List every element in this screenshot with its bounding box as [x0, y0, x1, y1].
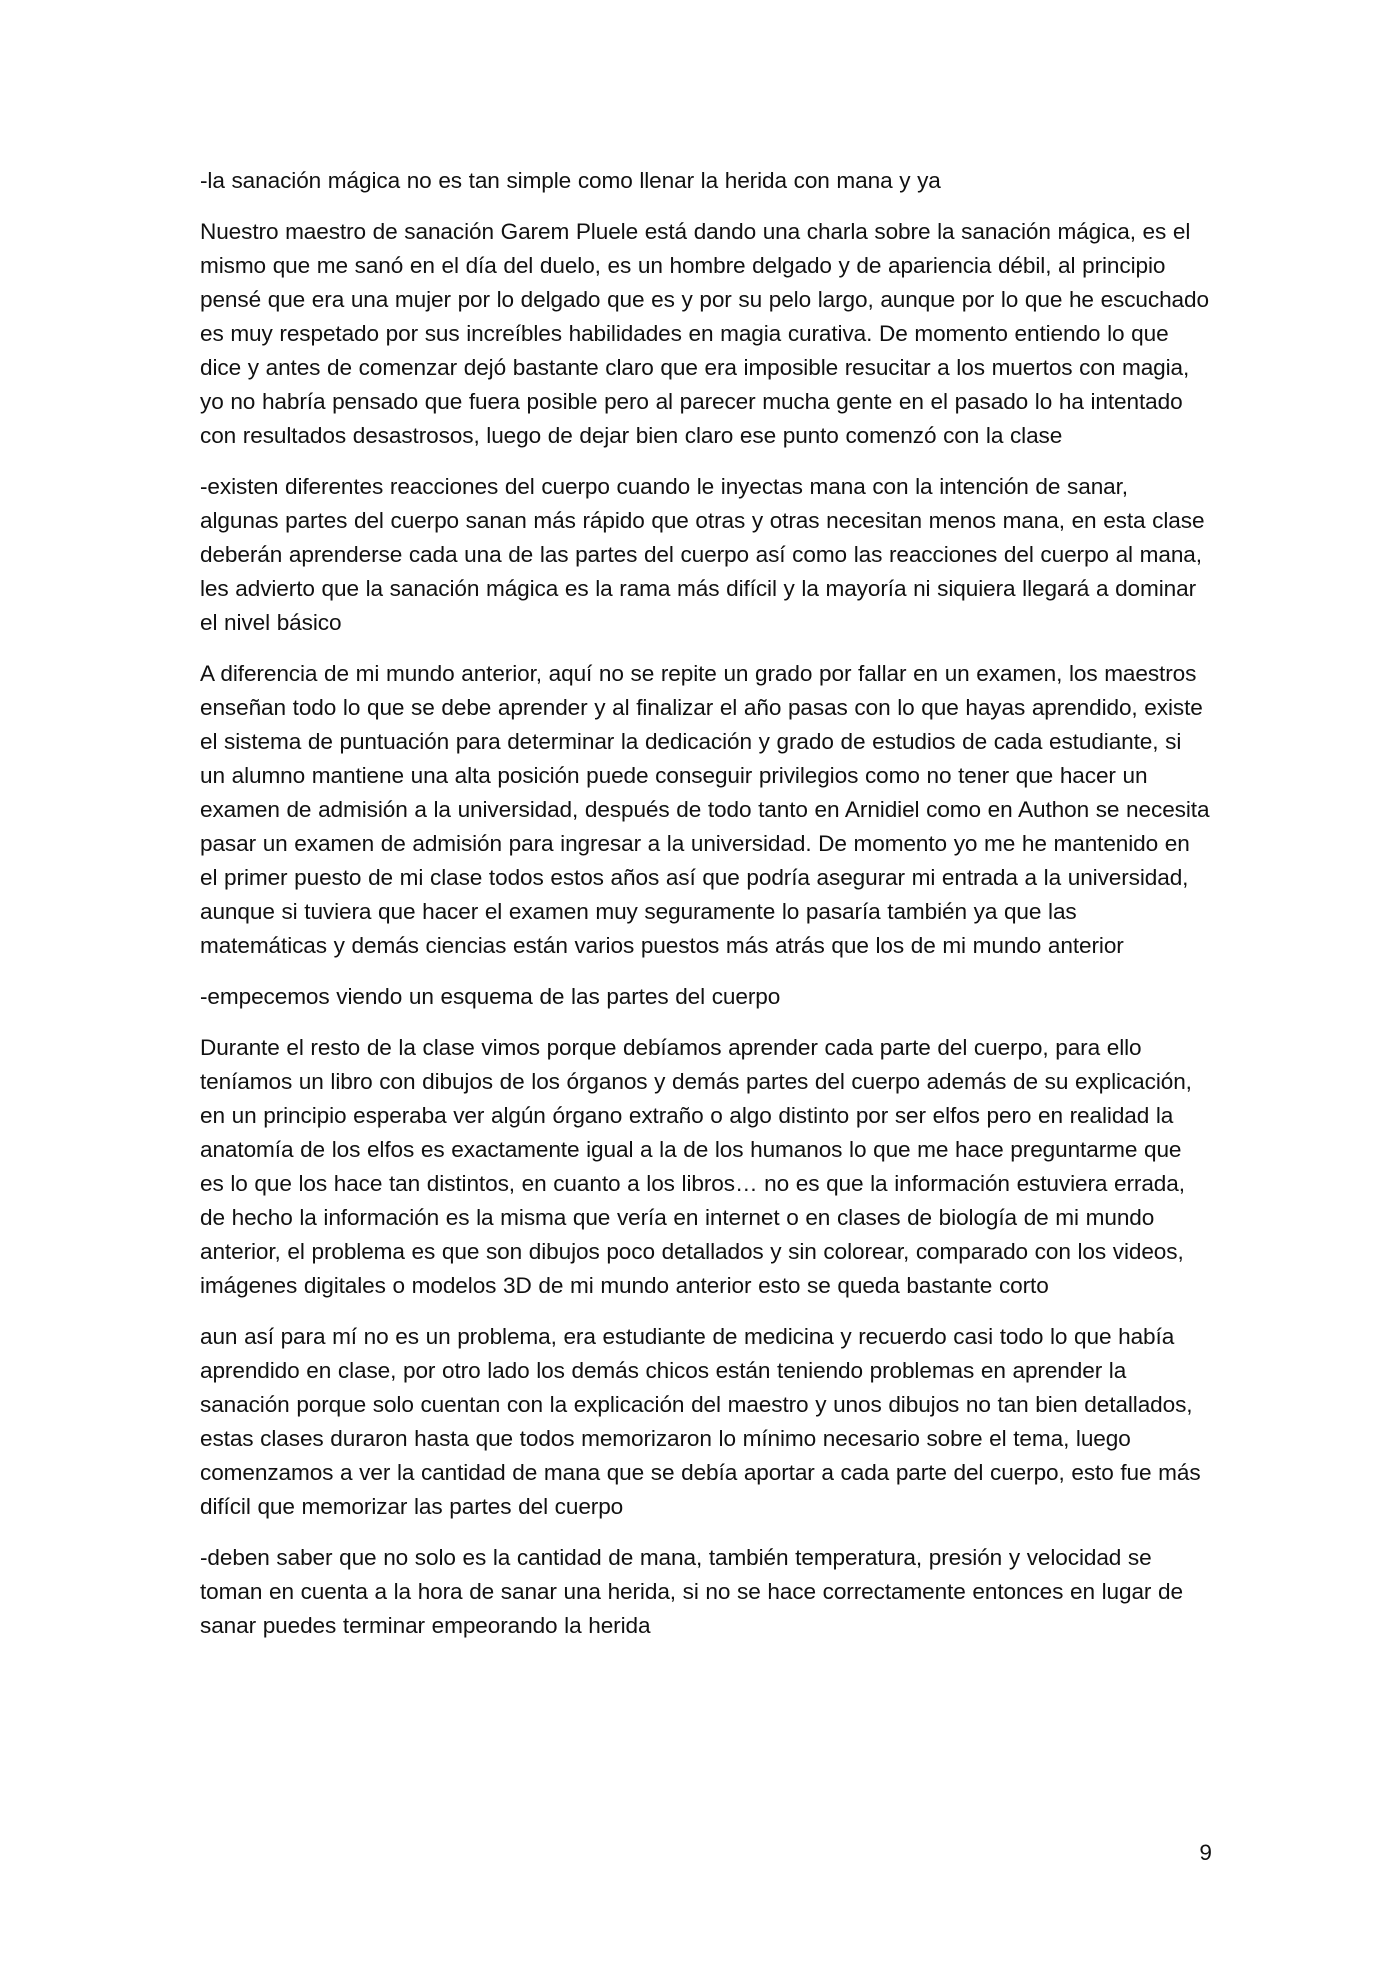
paragraph-dialogue-4: -deben saber que no solo es la cantidad de mana, también temperatura, presión y velocidad se toman en cuenta a la hora de sanar una herida, si no se hace correctamente entonces en lugar de sanar puedes terminar empeorando la herida [200, 1545, 1183, 1638]
paragraph-narration-4: aun así para mí no es un problema, era estudiante de medicina y recuerdo casi todo lo que había aprendido en clase, por otro lado los demás chicos están teniendo problemas en aprender la sanación porque solo cuentan con la explicación del maestro y unos dibujos no tan bien detallados, estas clases duraron hasta que todos memorizaron lo mínimo necesario sobre el tema, luego comenzamos a ver la cantidad de mana que se debía aportar a cada parte del cuerpo, esto fue más difícil que memorizar las partes del cuerpo [200, 1324, 1201, 1519]
paragraph-narration-3: Durante el resto de la clase vimos porque debíamos aprender cada parte del cuerpo, para ello teníamos un libro con dibujos de los órganos y demás partes del cuerpo además de su explicación, en un principio esperaba ver algún órgano extraño o algo distinto por ser elfos pero en realidad la anatomía de los elfos es exactamente igual a la de los humanos lo que me hace preguntarme que es lo que los hace tan distintos, en cuanto a los libros… no es que la información estuviera errada, de hecho la información es la misma que vería en internet o en clases de biología de mi mundo anterior, el problema es que son dibujos poco detallados y sin colorear, comparado con los videos, imágenes digitales o modelos 3D de mi mundo anterior esto se queda bastante corto [200, 1035, 1192, 1298]
page-number: 9 [1199, 1840, 1212, 1865]
document-body [200, 164, 1210, 1660]
paragraph-narration-1: Nuestro maestro de sanación Garem Pluele está dando una charla sobre la sanación mágica, es el mismo que me sanó en el día del duelo, es un hombre delgado y de apariencia débil, al principio pensé que era una mujer por lo delgado que es y por su pelo largo, aunque por lo que he escuchado es muy respetado por sus increíbles habilidades en magia curativa. De momento entiendo lo que dice y antes de comenzar dejó bastante claro que era imposible resucitar a los muertos con magia, yo no habría pensado que fuera posible pero al parecer mucha gente en el pasado lo ha intentado con resultados desastrosos, luego de dejar bien claro ese punto comenzó con la clase [200, 219, 1209, 448]
paragraph-dialogue-1: -la sanación mágica no es tan simple como llenar la herida con mana y ya [200, 168, 941, 193]
paragraph-dialogue-2: -existen diferentes reacciones del cuerpo cuando le inyectas mana con la intención de sanar, algunas partes del cuerpo sanan más rápido que otras y otras necesitan menos mana, en esta clase deberán aprenderse cada una de las partes del cuerpo así como las reacciones del cuerpo al mana, les advierto que la sanación mágica es la rama más difícil y la mayoría ni siquiera llegará a dominar el nivel básico [200, 474, 1205, 635]
paragraph-narration-2: A diferencia de mi mundo anterior, aquí no se repite un grado por fallar en un examen, los maestros enseñan todo lo que se debe aprender y al finalizar el año pasas con lo que hayas aprendido, existe el sistema de puntuación para determinar la dedicación y grado de estudios de cada estudiante, si un alumno mantiene una alta posición puede conseguir privilegios como no tener que hacer un examen de admisión a la universidad, después de todo tanto en Arnidiel como en Authon se necesita pasar un examen de admisión para ingresar a la universidad. De momento yo me he mantenido en el primer puesto de mi clase todos estos años así que podría asegurar mi entrada a la universidad, aunque si tuviera que hacer el examen muy seguramente lo pasaría también ya que las matemáticas y demás ciencias están varios puestos más atrás que los de mi mundo anterior [200, 661, 1210, 958]
paragraph-dialogue-3: -empecemos viendo un esquema de las partes del cuerpo [200, 984, 781, 1009]
